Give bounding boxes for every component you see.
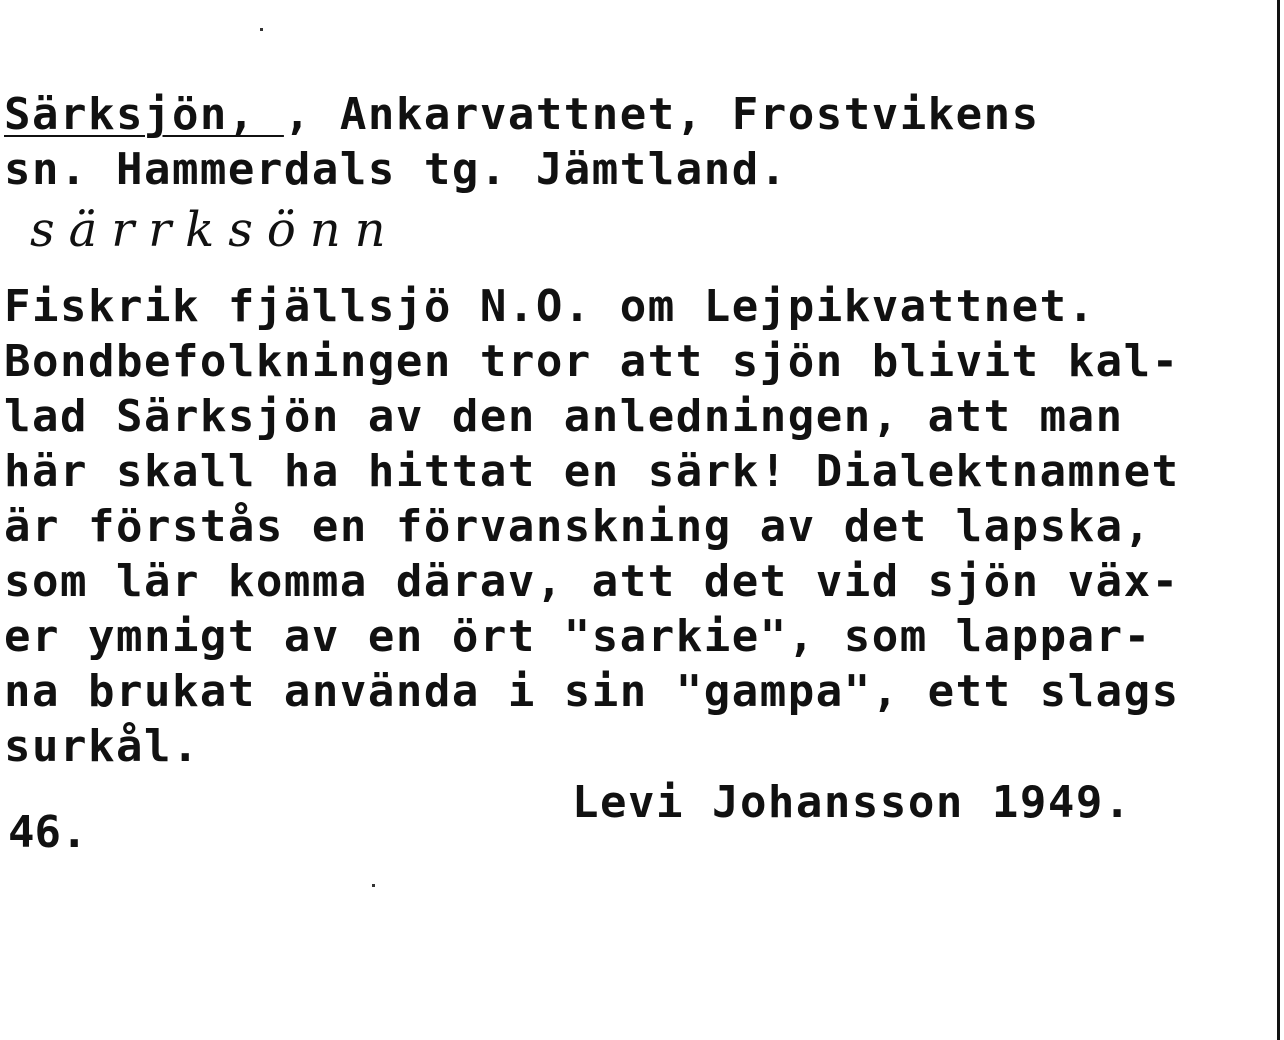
signature: Levi Johansson 1949. <box>572 777 1132 828</box>
phonetic-transcription: särrksönn <box>30 202 400 258</box>
scan-speck <box>372 884 375 887</box>
body-line: Fiskrik fjällsjö N.O. om Lejpikvattnet. <box>4 281 1096 332</box>
card-number: 46. <box>8 807 88 858</box>
body-line: lad Särksjön av den anledningen, att man <box>4 391 1124 442</box>
heading-location: , Ankarvattnet, Frostvikens <box>283 89 1040 140</box>
body-line: Bondbefolkningen tror att sjön blivit kal- <box>4 336 1180 387</box>
body-line: na brukat använda i sin "gampa", ett slags <box>4 666 1180 717</box>
body-line: här skall ha hittat en särk! Dialektnamnet <box>4 446 1180 497</box>
heading-line-1 <box>4 90 1040 140</box>
heading-line-2: sn. Hammerdals tg. Jämtland. <box>4 144 788 195</box>
body-line: er ymnigt av en ört "sarkie", som lappar- <box>4 611 1152 662</box>
card-edge-line <box>1277 0 1280 1040</box>
headword: Särksjön, <box>4 89 284 140</box>
body-line: som lär komma därav, att det vid sjön väx- <box>4 556 1180 607</box>
body-line: är förstås en förvanskning av det lapska, <box>4 501 1152 552</box>
scan-speck <box>260 28 263 31</box>
body-line: surkål. <box>4 721 200 772</box>
